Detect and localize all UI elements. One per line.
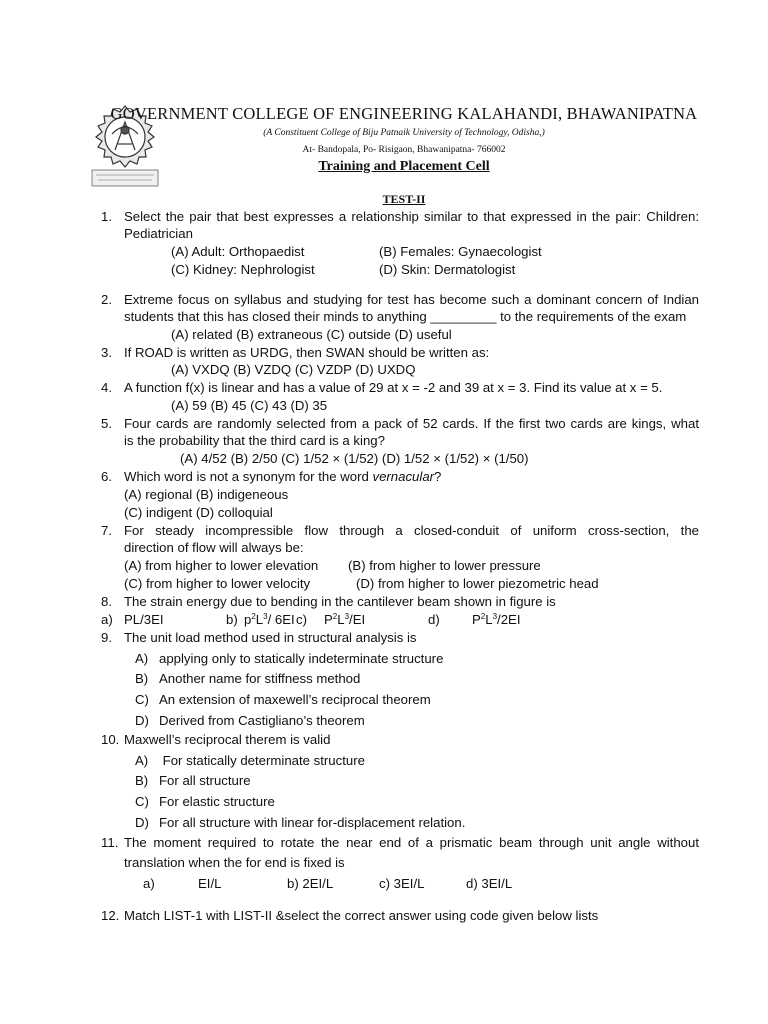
question-text: The unit load method used in structural analysis is — [124, 630, 417, 645]
option-b: For all structure — [159, 773, 251, 788]
question-text: is the probability that the third card is a king? — [124, 433, 385, 448]
option-d-label: d) — [428, 612, 440, 627]
option-a-label: A) — [135, 651, 149, 666]
question-number: 1. — [101, 209, 112, 224]
option-a-label: a) — [143, 876, 155, 891]
emphasized-word: vernacular — [372, 469, 435, 484]
option-b: $p^2L^3/$ 6EI — [244, 612, 295, 627]
option-c: $P^2L^3/EI$ — [324, 612, 366, 627]
option-c: (C) Kidney: Nephrologist — [171, 262, 315, 277]
question-number: 7. — [101, 523, 112, 538]
constituent-line: (A Constituent College of Biju Patnaik University of Technology, Odisha,) — [263, 128, 545, 138]
option-a-label: a) — [101, 612, 113, 627]
option-d: (D) Skin: Dermatologist — [379, 262, 516, 277]
question-number: 3. — [101, 345, 112, 360]
question-number: 8. — [101, 594, 112, 609]
test-title: TEST-II — [382, 192, 426, 206]
question-text: Match LIST-1 with LIST-II &select the correct answer using code given below lists — [124, 908, 599, 923]
option-d-label: D) — [135, 713, 149, 728]
option-b: (B) from higher to lower pressure — [348, 558, 541, 573]
address-line: At- Bandopala, Po- Risigaon, Bhawanipatna- 766002 — [302, 145, 506, 155]
question-text: Select the pair that best expresses a relationship similar to that expressed in the pair: Children: — [124, 209, 699, 224]
question-text: The strain energy due to bending in the cantilever beam shown in figure is — [124, 594, 556, 609]
cell-title: Training and Placement Cell — [318, 159, 490, 174]
question-number: 11. — [101, 835, 119, 850]
option-c: c) 3EI/L — [379, 876, 425, 891]
question-text: Maxwell’s reciprocal therem is valid — [124, 732, 331, 747]
question-text: If ROAD is written as URDG, then SWAN should be written as: — [124, 345, 490, 360]
options-line: (A) regional (B) indigeneous — [124, 487, 289, 502]
option-a: applying only to statically indeterminate structure — [159, 651, 444, 666]
option-d-label: D) — [135, 815, 149, 830]
options-line: (A) VXDQ (B) VZDQ (C) VZDP (D) UXDQ — [171, 362, 416, 377]
question-number: 5. — [101, 416, 112, 431]
option-c-label: c) — [296, 612, 307, 627]
college-name: GOVERNMENT COLLEGE OF ENGINEERING KALAHANDI, BHAWANIPATNA — [110, 104, 698, 123]
option-d: $P^2L^3/2EI$ — [472, 612, 521, 627]
question-number: 10. — [101, 732, 120, 747]
question-number: 6. — [101, 469, 112, 484]
option-c-label: C) — [135, 692, 149, 707]
option-d: d) 3EI/L — [466, 876, 513, 891]
option-a-label: A) — [135, 753, 149, 768]
question-text: students that this has closed their minds to anything _________ to the requirements of the exam — [124, 309, 687, 324]
option-c: An extension of maxewell’s reciprocal theorem — [159, 692, 431, 707]
option-a: (A) from higher to lower elevation — [124, 558, 319, 573]
option-b: Another name for stiffness method — [159, 671, 361, 686]
question-text: Pediatrician — [124, 226, 193, 241]
question-text: Extreme focus on syllabus and studying for test has become such a dominant concern of Indian — [124, 292, 699, 307]
options-line: (A) 4/52 (B) 2/50 (C) 1/52 × (1/52) (D) 1/52 × (1/52) × (1/50) — [180, 451, 529, 466]
question-text: direction of flow will always be: — [124, 540, 304, 555]
option-d: Derived from Castigliano’s theorem — [159, 713, 365, 728]
option-c-label: C) — [135, 794, 149, 809]
question-number: 9. — [101, 630, 112, 645]
question-number: 4. — [101, 380, 112, 395]
option-d: For all structure with linear for-displacement relation. — [159, 815, 466, 830]
question-text: translation when the for end is fixed is — [124, 855, 345, 870]
question-text: Which word is not a synonym for the word vernacular? — [124, 469, 442, 484]
options-line: (A) 59 (B) 45 (C) 43 (D) 35 — [171, 398, 328, 413]
option-b: (B) Females: Gynaecologist — [379, 244, 542, 259]
option-b-label: B) — [135, 773, 149, 788]
option-c: For elastic structure — [159, 794, 275, 809]
question-number: 2. — [101, 292, 112, 307]
question-number: 12. — [101, 908, 120, 923]
question-text: For steady incompressible flow through a closed-conduit of uniform cross-section, the — [124, 523, 699, 538]
option-d: (D) from higher to lower piezometric head — [356, 576, 599, 591]
option-a: (A) Adult: Orthopaedist — [171, 244, 305, 259]
option-a: EI/L — [198, 876, 222, 891]
options-line: (C) indigent (D) colloquial — [124, 505, 273, 520]
option-a: For statically determinate structure — [159, 753, 365, 768]
option-b-label: b) — [226, 612, 238, 627]
option-a: PL/3EI — [124, 612, 164, 627]
option-b: b) 2EI/L — [287, 876, 334, 891]
question-text: The moment required to rotate the near end of a prismatic beam through unit angle without — [124, 835, 699, 850]
question-text: Four cards are randomly selected from a pack of 52 cards. If the first two cards are kings, what — [124, 416, 699, 431]
question-text: A function f(x) is linear and has a value of 29 at x = -2 and 39 at x = 3. Find its value at x = 5. — [124, 380, 663, 395]
options-line: (A) related (B) extraneous (C) outside (D) useful — [171, 327, 452, 342]
option-b-label: B) — [135, 671, 149, 686]
option-c: (C) from higher to lower velocity — [124, 576, 311, 591]
